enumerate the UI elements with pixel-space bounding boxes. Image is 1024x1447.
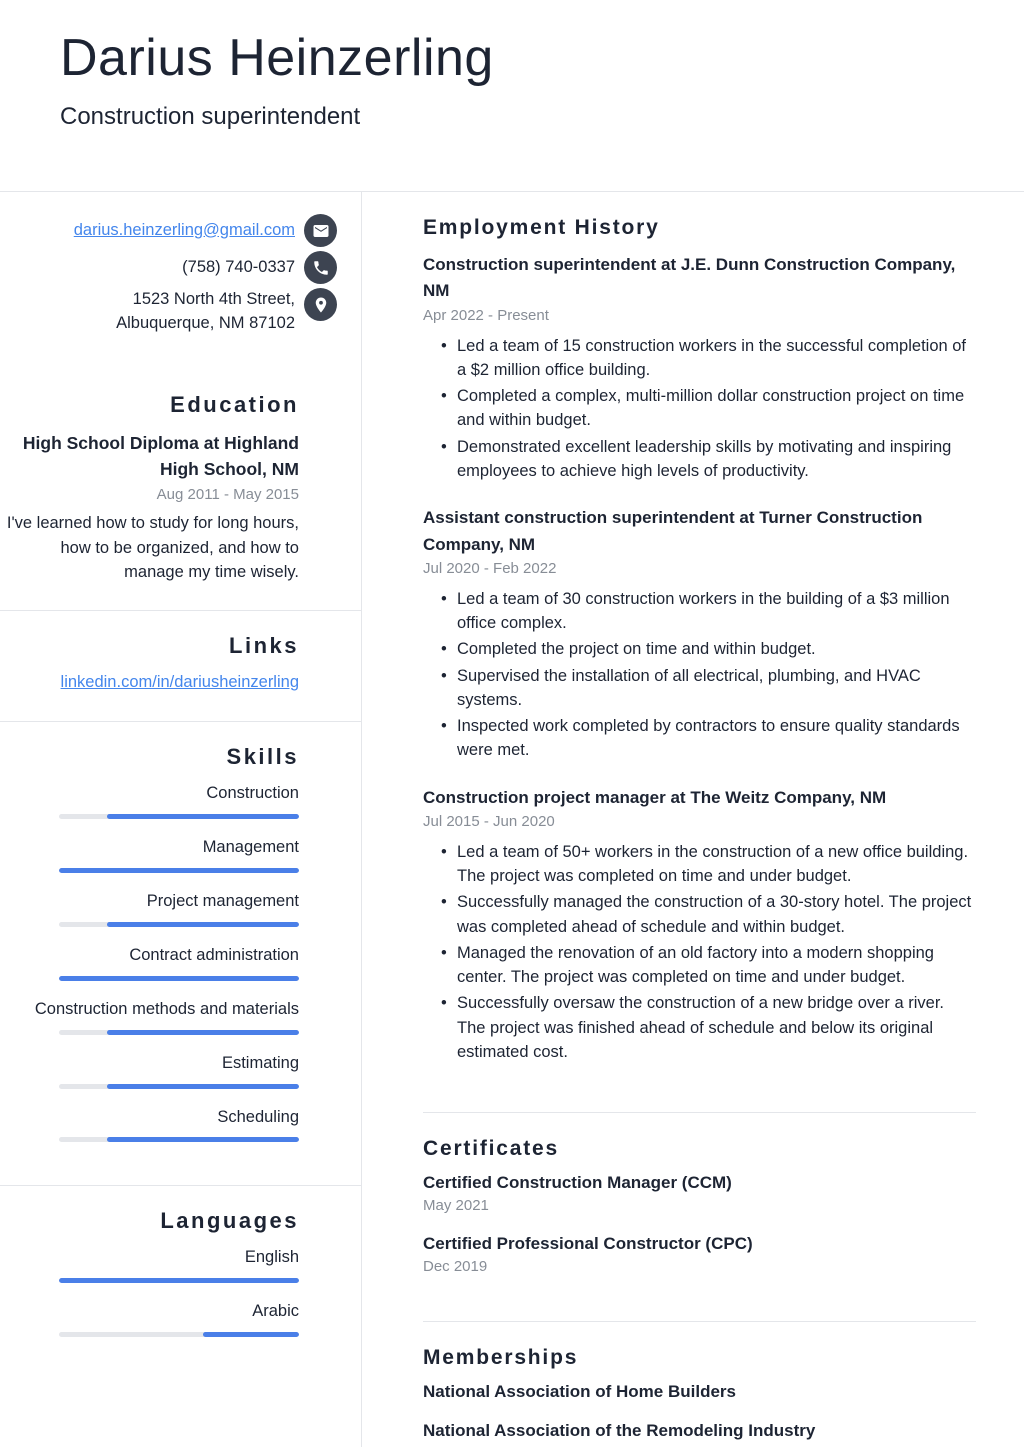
education-section [0, 370, 361, 610]
email-link[interactable]: darius.heinzerling@gmail.com [73, 220, 295, 239]
language-label: Arabic [252, 1302, 299, 1321]
job-entry [423, 505, 976, 762]
language-bar-track [59, 1332, 299, 1337]
skill-item [0, 836, 299, 873]
contact-email-row [0, 214, 337, 247]
contact-phone-row [0, 251, 337, 284]
job-bullet: • Supervised the installation of all electrical, plumbing, and HVAC systems. [423, 664, 976, 713]
skill-bar-fill [59, 868, 299, 873]
skill-item [0, 782, 299, 819]
links-section [0, 610, 361, 721]
skill-label: Contract administration [129, 945, 299, 964]
job-bullet: • Inspected work completed by contractors to ensure quality standards were met. [423, 714, 976, 763]
skill-label: Project management [146, 891, 299, 910]
skill-label: Construction [206, 784, 299, 803]
job-bullet: • Successfully managed the construction of a 30-story hotel. The project was completed ahead of schedule and within budget. [423, 890, 976, 939]
language-bar-track [59, 1278, 299, 1283]
certificate-date: May 2021 [423, 1197, 489, 1215]
job-bullet: • Completed the project on time and within budget. [423, 637, 976, 661]
job-bullet-list [423, 334, 976, 484]
language-item [0, 1246, 299, 1283]
certificate-date: Dec 2019 [423, 1258, 488, 1276]
phone-number: (758) 740-0337 [182, 257, 295, 276]
job-bullet: • Led a team of 15 construction workers in the successful completion of a $2 million office building. [423, 334, 976, 383]
skill-item [0, 944, 299, 981]
certificates-heading: Certificates [423, 1137, 559, 1161]
skill-label: Management [202, 837, 299, 856]
skill-item [0, 890, 299, 927]
job-title: Construction superintendent at J.E. Dunn Construction Company, NM [423, 255, 956, 301]
address [116, 288, 295, 336]
skill-bar-track [59, 1137, 299, 1142]
membership-item: National Association of the Remodeling Industry [423, 1421, 816, 1441]
job-title: Assistant construction superintendent at Turner Construction Company, NM [423, 508, 923, 554]
skills-section [0, 721, 361, 1185]
skill-bar-fill [59, 976, 299, 981]
job-bullet-list [423, 587, 976, 763]
contact-section [0, 192, 361, 370]
job-entry [423, 785, 976, 1065]
skill-bar-track [59, 922, 299, 927]
education-description: I've learned how to study for long hours, how to be organized, and how to manage my time wisely. [6, 514, 299, 581]
contact-address-row [0, 288, 337, 336]
address-line1: 1523 North 4th Street, [132, 290, 295, 308]
sidebar [0, 192, 362, 1447]
link-item [0, 671, 299, 695]
skill-label: Scheduling [217, 1107, 299, 1126]
education-item [0, 430, 299, 584]
job-bullet-list [423, 840, 976, 1064]
main-column [362, 192, 1024, 1447]
job-title: Construction project manager at The Weitz Company, NM [423, 787, 887, 807]
skill-bar-fill [107, 922, 299, 927]
languages-section [0, 1185, 361, 1380]
header [0, 0, 1024, 192]
education-dates: Aug 2011 - May 2015 [156, 486, 299, 504]
job-bullet: • Led a team of 50+ workers in the construction of a new office building. The project was completed on time and under budget. [423, 840, 976, 889]
phone-icon [304, 251, 337, 284]
skill-item [0, 1106, 299, 1143]
columns [0, 192, 1024, 1447]
job-dates: Apr 2022 - Present [423, 306, 549, 324]
email-icon [304, 214, 337, 247]
memberships-heading: Memberships [423, 1346, 579, 1370]
skill-item [0, 998, 299, 1035]
skill-bar-fill [107, 1030, 299, 1035]
skill-bar-track [59, 868, 299, 873]
location-icon [304, 288, 337, 321]
skill-bar-track [59, 814, 299, 819]
skill-bar-track [59, 1030, 299, 1035]
address-line2: Albuquerque, NM 87102 [116, 313, 295, 332]
skill-label: Estimating [221, 1053, 299, 1072]
education-heading: Education [170, 391, 299, 417]
memberships-section [423, 1321, 976, 1447]
job-bullet: • Led a team of 30 construction workers in the building of a $3 million office complex. [423, 587, 976, 636]
job-dates: Jul 2015 - Jun 2020 [423, 812, 555, 830]
job-bullet: • Managed the renovation of an old factory into a modern shopping center. The project was completed on time and under budget. [423, 941, 976, 990]
skill-bar-track [59, 1084, 299, 1089]
skill-bar-fill [107, 1084, 299, 1089]
job-bullet: • Demonstrated excellent leadership skills by motivating and inspiring employees to achieve high levels of productivity. [423, 435, 976, 484]
education-title: High School Diploma at Highland High School, NM [22, 432, 299, 480]
skill-bar-fill [107, 1137, 299, 1142]
linkedin-link[interactable]: linkedin.com/in/dariusheinzerling [60, 673, 299, 692]
skill-item [0, 1052, 299, 1089]
language-label: English [244, 1248, 299, 1267]
membership-item: National Association of Home Builders [423, 1382, 736, 1402]
employment-heading: Employment History [423, 216, 660, 239]
person-job-title: Construction superintendent [60, 103, 361, 131]
skill-label: Construction methods and materials [34, 999, 299, 1018]
certificate-item [423, 1173, 976, 1214]
person-name: Darius Heinzerling [60, 29, 494, 87]
job-dates: Jul 2020 - Feb 2022 [423, 559, 557, 577]
certificate-title: Certified Construction Manager (CCM) [423, 1173, 732, 1193]
languages-heading: Languages [160, 1208, 299, 1234]
job-entry [423, 252, 976, 483]
skill-bar-fill [107, 814, 299, 819]
skill-bar-track [59, 976, 299, 981]
certificate-title: Certified Professional Constructor (CPC) [423, 1234, 753, 1254]
skills-heading: Skills [226, 744, 299, 770]
job-bullet: • Successfully oversaw the construction of a new bridge over a river. The project was finished ahead of schedule and below its original estimated cost. [423, 991, 976, 1064]
language-item [0, 1300, 299, 1337]
language-bar-fill [203, 1332, 299, 1337]
certificate-item [423, 1234, 976, 1275]
language-bar-fill [59, 1278, 299, 1283]
certificates-section [423, 1112, 976, 1321]
job-bullet: • Completed a complex, multi-million dollar construction project on time and within budget. [423, 384, 976, 433]
links-heading: Links [229, 633, 299, 659]
employment-section [423, 192, 976, 1112]
